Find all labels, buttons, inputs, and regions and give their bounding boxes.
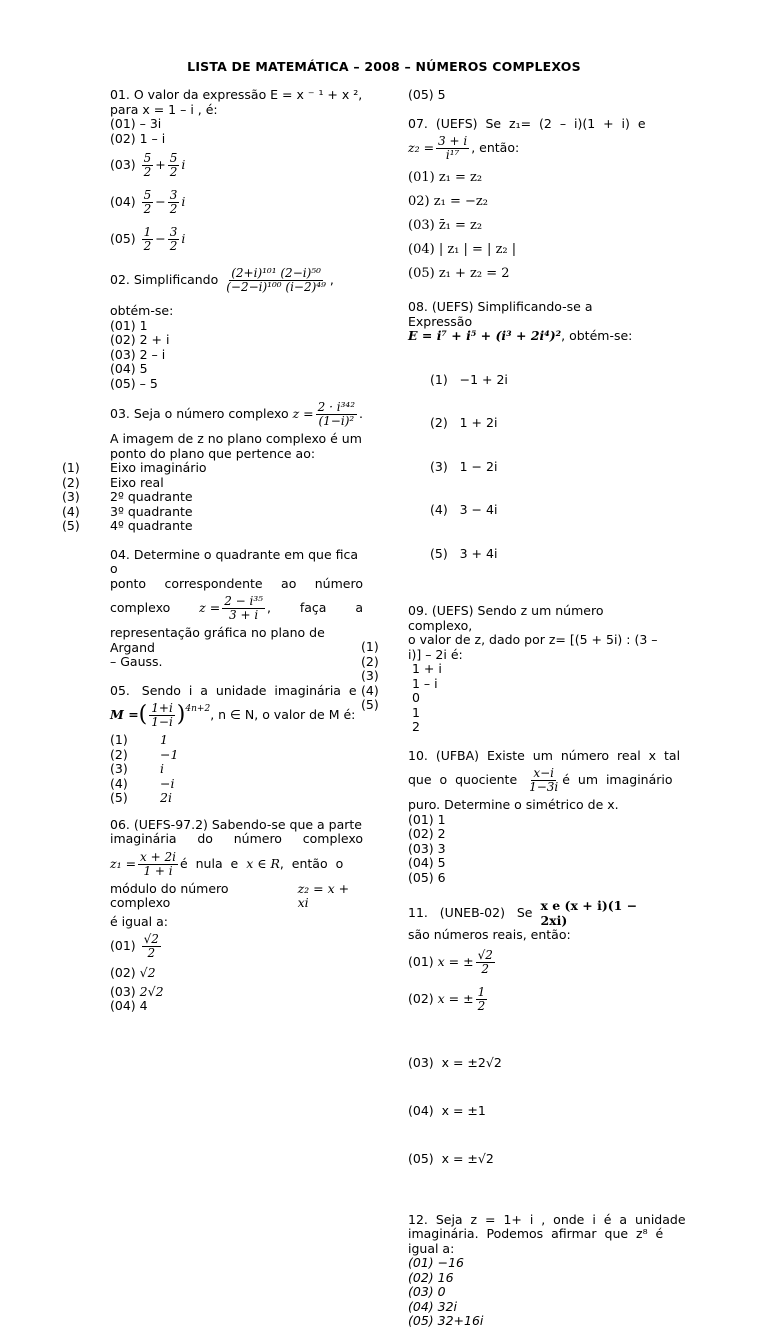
q6-z1: z₁ = [110,855,137,871]
q3-option: 3º quadrante [110,503,193,519]
page-title: LISTA DE MATEMÁTICA – 2008 – NÚMEROS COMPLEXOS [187,59,581,74]
q5-label: (2) [110,746,128,762]
question-11 [408,899,660,1199]
q4-line4: representação gráfica no plano de Argand [110,625,325,655]
question-05 [110,684,363,806]
question-03 [62,400,363,534]
left-column [62,87,363,1024]
q5-option: i [160,761,164,776]
q12-option: (01) −16 [408,1255,465,1270]
q5-fraction [149,702,175,729]
q3-option: 2º quadrante [110,489,193,504]
q9-labels [361,640,379,713]
q5-label: (5) [110,790,128,805]
q11-opt2-num: 1 [477,984,486,999]
q11-line1 [408,899,660,928]
q6-opt1-den: 2 [147,946,156,960]
q7-line1: 07. (UEFS) Se z₁= (2 – i)(1 + i) e [408,115,646,131]
q1-opt4-expr: $\frac{5}{2}$ − $\frac{3}{2}$ i [143,188,186,216]
q3-label: (1) [62,460,80,475]
q1-option-05 [110,226,363,253]
q2-option: (01) 1 [110,317,148,333]
q5-label: (1) [110,732,128,747]
q4-word: ponto [110,575,147,591]
q1-option-03 [110,152,363,179]
q10-option: (02) 2 [408,826,446,841]
q6-opt2-expr: √2 [139,965,156,980]
q4-word: correspondente [164,575,263,591]
q10-option: (05) 6 [408,869,446,885]
q4-comma: , [266,600,271,616]
q3-text2: ponto do plano que pertence ao: [110,445,316,461]
q11-option-01 [408,949,660,976]
q3-denominator: (1−i)² [318,414,355,428]
q3-option: Eixo imaginário [110,460,207,475]
q9-option: 1 – i [412,675,438,691]
q1-option-04 [110,189,363,216]
q6-opt3-label: (03) [110,983,136,999]
q5-options [110,733,363,806]
q2-option: (03) 2 – i [110,346,166,362]
q1-line1: 01. O valor da expressão E = x ⁻ ¹ + x ², [110,87,363,102]
q12-line1: 12. Seja z = 1+ i , onde i é a unidade [408,1211,686,1227]
q6-line1: 06. (UEFS-97.2) Sabendo-se que a parte [110,816,362,832]
q3-options [62,460,363,534]
q1-option: (01) – 3i [110,116,162,131]
q7-option: (03) z̄₁ = z₂ [408,218,483,233]
q3-option: Eixo real [110,474,164,490]
q3-option: 4º quadrante [110,518,193,533]
q6-option-04 [110,999,363,1014]
q5-option: 2i [160,790,172,805]
q4-z: z = [199,600,221,616]
question-12 [408,1211,686,1329]
q6-condition: x ∈ R [246,855,280,871]
q4-line3 [110,595,363,622]
question-10 [408,747,681,886]
q9-option: 2 [412,719,420,734]
q5-M: M = [110,707,139,723]
q1-opt5-expr: $\frac{1}{2}$ − $\frac{3}{2}$ i [143,225,186,253]
q10-denominator: 1−3i [529,780,559,794]
q9-option: 0 [412,690,420,705]
q7-denominator: i¹⁷ [445,148,460,162]
q1-opt3-label: (03) [110,157,136,173]
q2-lead: 02. Simplificando [110,272,219,288]
q11-line2: são números reais, então: [408,927,571,942]
q8-option: (4) 3 − 4i [430,502,498,517]
q6-line5: é igual a: [110,913,168,929]
q9-option: 1 + i [412,661,442,676]
q7-option: (04) | z₁ | = | z₂ | [408,242,517,257]
q6-opt4-expr: 4 [139,998,148,1013]
q4-word: número [314,575,363,591]
q10-line1: 10. (UFBA) Existe um número real x tal [408,747,681,763]
q10-numerator: x−i [533,766,555,780]
q4-fraction [222,595,265,622]
question-08 [408,300,660,590]
q10-fraction [527,767,560,794]
q8-expression: E = i⁷ + i⁵ + (i³ + 2i⁴)² [408,328,562,343]
q2-fraction [224,267,328,294]
q10-option: (03) 3 [408,840,446,856]
q3-fraction [316,401,357,428]
q6-opt4-label: (04) [110,998,136,1013]
q4-expression [199,595,271,622]
q8-option: (5) 3 + 4i [430,545,498,561]
q6-opt1-fraction [142,933,161,960]
q3-label: (2) [62,474,80,490]
q10-l2a: que o quociente [408,772,518,788]
question-07 [408,117,660,287]
q4-numerator: 2 − i³⁵ [224,594,263,608]
q11-option: (04) x = ±1 [408,1102,486,1118]
q3-lead: 03. Seja o número complexo [110,406,289,422]
q10-line2 [408,766,673,794]
q10-line3: puro. Determine o simétrico de x. [408,797,619,812]
q9-label: (2) [361,653,379,669]
q6-word: imaginária [110,831,177,846]
q6-word: número [233,831,282,846]
q2-option: (02) 2 + i [110,332,170,347]
q3-labels [62,461,80,534]
q3-text1: A imagem de z no plano complexo é um [110,431,362,446]
q7-option: (05) z₁ + z₂ = 2 [408,266,510,281]
question-06 [110,818,363,1014]
q5-option: 1 [160,732,168,747]
q4-word: faça [299,600,327,616]
q4-word: a [355,600,363,616]
q4-word: ao [281,575,297,591]
q11-option: (03) x = ±2√2 [408,1054,502,1070]
q1-opt4-label: (04) [110,194,136,210]
q6-option-01 [110,933,363,960]
q2-numerator: (2+i)¹⁰¹ (2−i)⁵⁰ [231,266,321,280]
q3-statement [110,401,363,428]
q11-opt1-num: √2 [477,947,493,962]
q12-line2: imaginária. Podemos afirmar que z⁸ é [408,1226,664,1241]
q7-option: (01) z₁ = z₂ [408,170,483,185]
q2-option: (04) 5 [110,361,148,376]
q10-option: (04) 5 [408,855,446,870]
q3-z: z = [292,406,314,422]
q11-opt1-fraction [476,949,495,976]
q8-option: (2) 1 + 2i [430,415,498,430]
q11-opt1-pre: x = ± [437,953,474,969]
q3-label: (3) [62,489,80,504]
q8-trail: , obtém-se: [561,328,633,343]
q6-opt3-expr: 2√2 [139,983,164,999]
q5-line1: 05. Sendo i a unidade imaginária e [110,682,357,698]
q9-label: (3) [361,668,379,683]
q7-numerator: 3 + i [438,134,468,148]
q5-expression: M = ( $\frac{1+i}{1-i}$ ) $^{4n+2}$ , n ∈ N, o valor de M é: [110,701,356,729]
q8-option: (1) −1 + 2i [430,371,508,387]
q3-label: (4) [62,503,80,519]
q1-option: (02) 1 – i [110,130,166,146]
q1-opt5-label: (05) [110,231,136,247]
q3-label: (5) [62,518,80,533]
q10-l2b: é um imaginário [562,772,673,788]
q6-word: do [197,831,213,846]
q6-option-02 [110,966,363,981]
question-01 [110,88,363,253]
q2-trail: , [329,272,334,288]
q8-line1: 08. (UEFS) Simplificando-se a Expressão [408,299,593,329]
q7-option: 02) z₁ = −z₂ [408,194,488,209]
q6-denominator: 1 + i [143,863,173,878]
q11-opt2-label: (02) [408,990,434,1006]
q9-label: (4) [361,682,379,698]
q12-options [408,1256,660,1329]
q1-line2: para x = 1 – i , é: [110,101,218,117]
q6-line2 [110,832,363,847]
q11-opt1-label: (01) [408,953,434,969]
q9-label: (1) [361,639,379,654]
q5-label: (3) [110,761,128,776]
q7-fraction [436,135,469,162]
q11-opt2-den: 2 [477,998,486,1013]
q11-option-02 [408,986,660,1013]
q5-option: −1 [160,746,179,762]
q2-denominator: (−2−i)¹⁰⁰ (i−2)⁴⁹ [226,280,326,294]
q9-line1: 09. (UEFS) Sendo z um número complexo, [408,603,604,633]
q11-lead: 11. (UNEB-02) Se [408,905,533,921]
q11-option: (05) x = ±√2 [408,1150,494,1166]
q6-fraction [138,851,178,878]
q9-line2: o valor de z, dado por z= [(5 + 5i) : (3 – [408,632,658,647]
q5-trail: , n ∈ N, o valor de M é: [210,707,356,723]
question-04 [110,548,363,670]
q10-option: (01) 1 [408,811,446,827]
q9-option: 1 [412,704,420,720]
q6-numerator: x + 2i [140,849,176,864]
q5-option: −i [160,775,175,791]
q2-statement [110,267,363,294]
q12-option: (03) 0 [408,1284,446,1299]
q11-options-rest [408,1023,660,1199]
q11-opt2-pre: x = ± [437,990,474,1006]
q12-line3: igual a: [408,1240,455,1256]
question-09 [361,603,660,735]
q9-label: (5) [361,697,379,712]
right-column [361,87,686,1339]
q8-line2 [408,329,660,344]
q6-mid: é nula e [179,855,239,871]
q11-opt2-fraction [476,986,488,1013]
q6-word: complexo [302,831,363,846]
q5-label: (4) [110,775,128,791]
q4-line2 [110,577,363,592]
q12-option: (05) 32+16i [408,1313,484,1328]
q5-denominator: 1−i [151,715,173,729]
q3-numerator: 2 · i³⁴² [317,400,356,414]
q5-values [160,733,178,806]
q7-options [408,166,660,286]
q2-obtem: obtém-se: [110,303,174,318]
q6-line4 [110,882,363,911]
q7-trail: , então: [471,140,520,156]
q6-continued-option-05: (05) 5 [408,87,446,102]
q2-option: (05) – 5 [110,375,158,391]
q5-exponent: 4n+2 [185,704,211,714]
q4-denominator: 3 + i [229,608,259,622]
q6-line3 [110,851,363,878]
q9-line3: i)] – 2i é: [408,646,463,662]
q6-l4a: módulo do número complexo [110,880,229,910]
q4-word: complexo [110,600,171,616]
question-02 [110,267,363,391]
q6-opt1-num: √2 [143,932,159,946]
q5-numerator: 1+i [151,701,173,715]
q7-line2 [408,135,660,162]
q12-option: (02) 16 [408,1269,454,1285]
q11-expression: x e (x + i)(1 − 2xi) [540,898,638,928]
q4-line5: – Gauss. [110,654,163,669]
q12-option: (04) 32i [408,1298,458,1314]
q4-line1: 04. Determine o quadrante em que fica o [110,546,359,576]
q11-opt1-den: 2 [481,961,490,976]
q6-end: , então o [279,855,344,871]
q6-option-03 [110,985,363,1000]
q5-labels [110,733,160,806]
q8-option: (3) 1 − 2i [430,458,498,474]
q1-opt3-expr: $\frac{5}{2}$ + $\frac{5}{2}$ i [143,151,186,179]
q6-opt1-label: (01) [110,938,136,954]
q3-trail: . [359,406,363,422]
q6-opt2-label: (02) [110,965,136,980]
q8-options [408,344,660,591]
q6-z2: z₂ = x + xi [297,880,350,910]
q7-z2: z₂ = [408,140,435,156]
